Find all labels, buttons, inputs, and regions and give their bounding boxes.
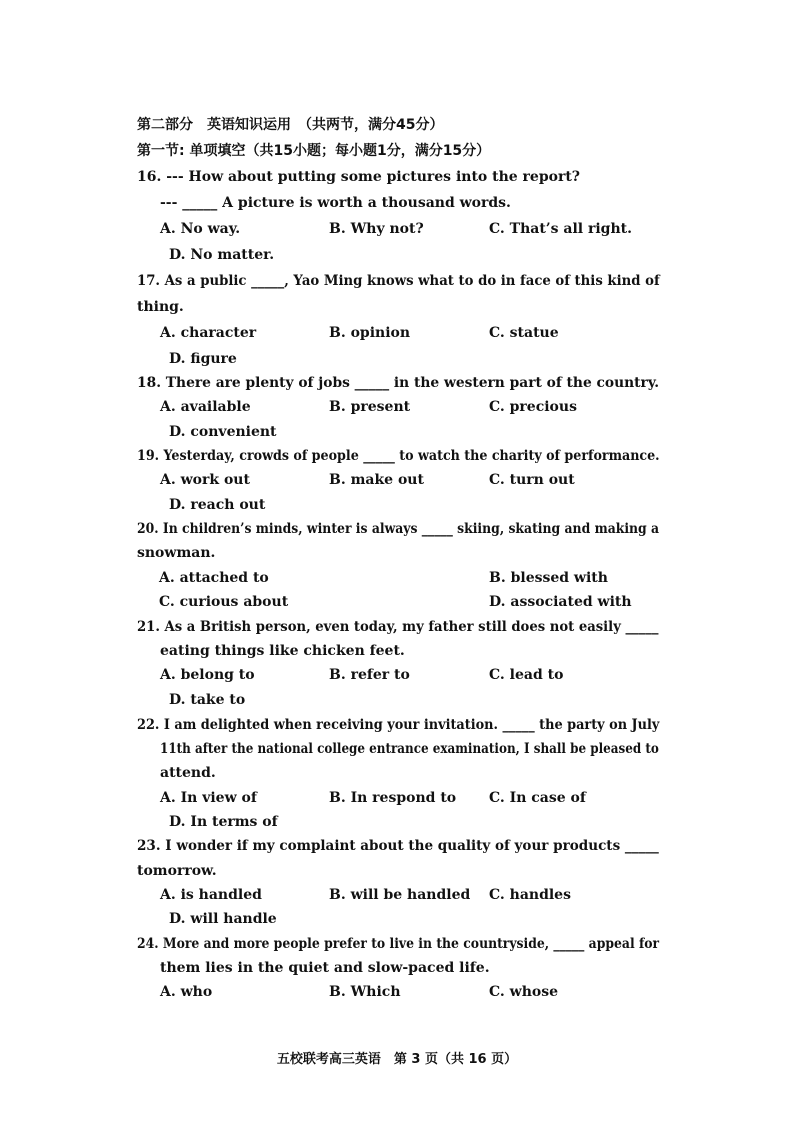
section-subtitle: 第一节: 单项填空（共15小题；每小题1分，满分15分） — [137, 143, 491, 159]
question-number: 16. — [137, 169, 162, 185]
question-number: 18. — [137, 375, 161, 391]
q18-option-c[interactable]: C. precious — [489, 399, 577, 415]
question-16-line-2: --- _____ A picture is worth a thousand words. — [160, 195, 511, 211]
question-number: 21. — [137, 619, 160, 635]
question-stem: More and more people prefer to live in the countryside, _____ appeal for — [162, 936, 660, 952]
part-title: 第二部分 英语知识运用 （共两节，满分45分） — [137, 117, 444, 133]
question-17-line-2: thing. — [137, 299, 184, 315]
q16-option-b[interactable]: B. Why not? — [329, 221, 424, 237]
question-18-line-1 — [137, 372, 659, 394]
q22-option-a[interactable]: A. In view of — [160, 790, 257, 806]
q20-option-c[interactable]: C. curious about — [159, 594, 289, 610]
question-stem: --- How about putting some pictures into the report? — [166, 169, 580, 185]
question-22-line-3: attend. — [160, 765, 216, 781]
q22-option-d[interactable]: D. In terms of — [169, 814, 278, 830]
q21-option-b[interactable]: B. refer to — [329, 667, 410, 683]
q22-option-c[interactable]: C. In case of — [489, 790, 586, 806]
question-number: 19. — [137, 448, 160, 464]
q17-option-b[interactable]: B. opinion — [329, 325, 411, 341]
question-stem: I am delighted when receiving your invitation. _____ the party on July — [163, 717, 660, 733]
q17-option-a[interactable]: A. character — [160, 325, 257, 341]
q19-option-d[interactable]: D. reach out — [169, 497, 266, 513]
question-22-line-2: 11th after the national college entrance examination, I shall be pleased to — [160, 741, 659, 757]
question-24-line-2: them lies in the quiet and slow-paced life. — [160, 960, 490, 976]
q20-option-d[interactable]: D. associated with — [489, 594, 632, 610]
q20-option-b[interactable]: B. blessed with — [489, 570, 608, 586]
question-stem: I wonder if my complaint about the quality of your products _____ — [165, 838, 659, 854]
question-stem: There are plenty of jobs _____ in the western part of the country. — [165, 375, 660, 391]
question-23-line-2: tomorrow. — [137, 863, 217, 879]
question-16-line-1 — [137, 166, 580, 188]
question-17-line-1 — [137, 270, 660, 292]
q18-option-b[interactable]: B. present — [329, 399, 411, 415]
q17-option-d[interactable]: D. figure — [169, 351, 237, 367]
question-22-line-1 — [137, 714, 659, 736]
q23-option-d[interactable]: D. will handle — [169, 911, 277, 927]
q20-option-a[interactable]: A. attached to — [159, 570, 269, 586]
q23-option-c[interactable]: C. handles — [489, 887, 571, 903]
q23-option-a[interactable]: A. is handled — [160, 887, 262, 903]
question-20-line-1 — [137, 518, 659, 540]
q19-option-c[interactable]: C. turn out — [489, 472, 575, 488]
question-number: 23. — [137, 838, 161, 854]
q24-option-a[interactable]: A. who — [160, 984, 213, 1000]
q16-option-d[interactable]: D. No matter. — [169, 247, 275, 263]
q18-option-d[interactable]: D. convenient — [169, 424, 277, 440]
q24-option-c[interactable]: C. whose — [489, 984, 559, 1000]
question-stem: In children’s minds, winter is always _____ skiing, skating and making a — [162, 521, 660, 537]
question-21-line-1 — [137, 616, 658, 638]
question-number: 17. — [137, 273, 161, 289]
question-19-line-1 — [137, 445, 660, 467]
question-23-line-1 — [137, 835, 659, 857]
question-number: 24. — [137, 936, 159, 952]
q21-option-c[interactable]: C. lead to — [489, 667, 564, 683]
question-stem: As a British person, even today, my father still does not easily _____ — [164, 619, 659, 635]
q21-option-a[interactable]: A. belong to — [160, 667, 255, 683]
q24-option-b[interactable]: B. Which — [329, 984, 401, 1000]
q16-option-a[interactable]: A. No way. — [160, 221, 241, 237]
q23-option-b[interactable]: B. will be handled — [329, 887, 471, 903]
page-footer: 五校联考高三英语 第 3 页（共 16 页） — [276, 1052, 518, 1067]
question-20-line-2: snowman. — [137, 545, 216, 561]
question-number: 22. — [137, 717, 160, 733]
question-stem: Yesterday, crowds of people _____ to watch the charity of performance. — [163, 448, 660, 464]
question-stem: As a public _____, Yao Ming knows what to do in face of this kind of — [164, 273, 660, 289]
question-24-line-1 — [137, 933, 659, 955]
question-21-line-2: eating things like chicken feet. — [160, 643, 405, 659]
q17-option-c[interactable]: C. statue — [489, 325, 559, 341]
q18-option-a[interactable]: A. available — [160, 399, 251, 415]
q21-option-d[interactable]: D. take to — [169, 692, 246, 708]
q16-option-c[interactable]: C. That’s all right. — [489, 221, 632, 237]
question-number: 20. — [137, 521, 159, 537]
q22-option-b[interactable]: B. In respond to — [329, 790, 457, 806]
q19-option-a[interactable]: A. work out — [160, 472, 250, 488]
q19-option-b[interactable]: B. make out — [329, 472, 424, 488]
